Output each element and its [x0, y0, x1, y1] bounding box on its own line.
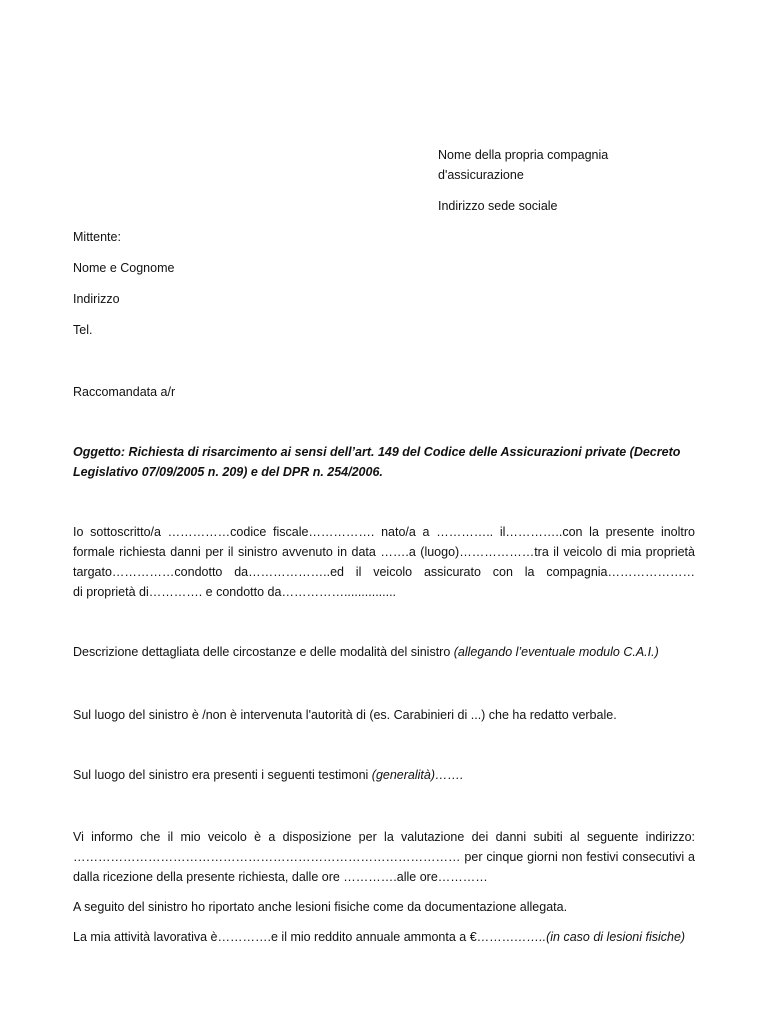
- sender-address: Indirizzo: [73, 292, 120, 306]
- income-line: [73, 927, 685, 947]
- income-note: ……..(in caso di lesioni fisiche): [514, 930, 686, 944]
- subject-line1: Oggetto: Richiesta di risarcimento ai sensi dell’art. 149 del Codice delle Assicurazioni private (Decreto: [73, 445, 681, 459]
- witnesses-text: Sul luogo del sinistro era presenti i seguenti testimoni: [73, 768, 372, 782]
- recipient-company-line2: d'assicurazione: [438, 168, 524, 182]
- body-line1: Io sottoscritto/a ……………codice fiscale……………. nato/a a ………….. il…………..con la presente inoltro: [73, 525, 695, 539]
- sender-label: Mittente:: [73, 230, 121, 244]
- recipient-company-line1: Nome della propria compagnia: [438, 148, 609, 162]
- subject-line2: Legislativo 07/09/2005 n. 209) e del DPR n. 254/2006.: [73, 464, 383, 479]
- sender-name: Nome e Cognome: [73, 261, 175, 275]
- description-line: [73, 642, 659, 662]
- description-text: Descrizione dettagliata delle circostanze e delle modalità del sinistro: [73, 645, 454, 659]
- witnesses-line: [73, 765, 463, 785]
- body-line3: targato……………condotto da………………..ed il veicolo assicurato con la compagnia…………………: [73, 565, 695, 579]
- delivery-method: Raccomandata a/r: [73, 385, 176, 399]
- injuries-line: A seguito del sinistro ho riportato anche lesioni fisiche come da documentazione allegata.: [73, 900, 568, 914]
- recipient-block: [438, 145, 608, 185]
- subject: [73, 443, 695, 482]
- vehicle-line1: Vi informo che il mio veicolo è a disposizione per la valutazione dei danni subiti al seguente indirizzo:: [73, 830, 695, 844]
- vehicle-line3: dalla ricezione della presente richiesta, dalle ore ………….alle ore…………: [73, 870, 488, 884]
- vehicle-paragraph: [73, 827, 695, 887]
- body-line4: di proprietà di…………. e condotto da……………...............: [73, 585, 397, 599]
- description-note: (allegando l’eventuale modulo C.A.I.): [453, 645, 659, 659]
- sender-phone: Tel.: [73, 323, 93, 337]
- body-line2: formale richiesta danni per il sinistro avvenuto in data …….a (luogo)………………tra il veicolo di mia proprietà: [73, 545, 695, 559]
- recipient-address: Indirizzo sede sociale: [438, 199, 558, 213]
- authority-line: Sul luogo del sinistro è /non è intervenuta l'autorità di (es. Carabinieri di ...) che ha redatto verbale.: [73, 708, 617, 722]
- vehicle-line2: ………………………………………………………………………………… per cinque giorni non festivi consecutivi a: [73, 850, 695, 864]
- body-paragraph: [73, 522, 695, 602]
- witnesses-note: (generalità)…….: [371, 768, 464, 782]
- income-text: La mia attività lavorativa è………….e il mio reddito annuale ammonta a €………: [73, 930, 515, 944]
